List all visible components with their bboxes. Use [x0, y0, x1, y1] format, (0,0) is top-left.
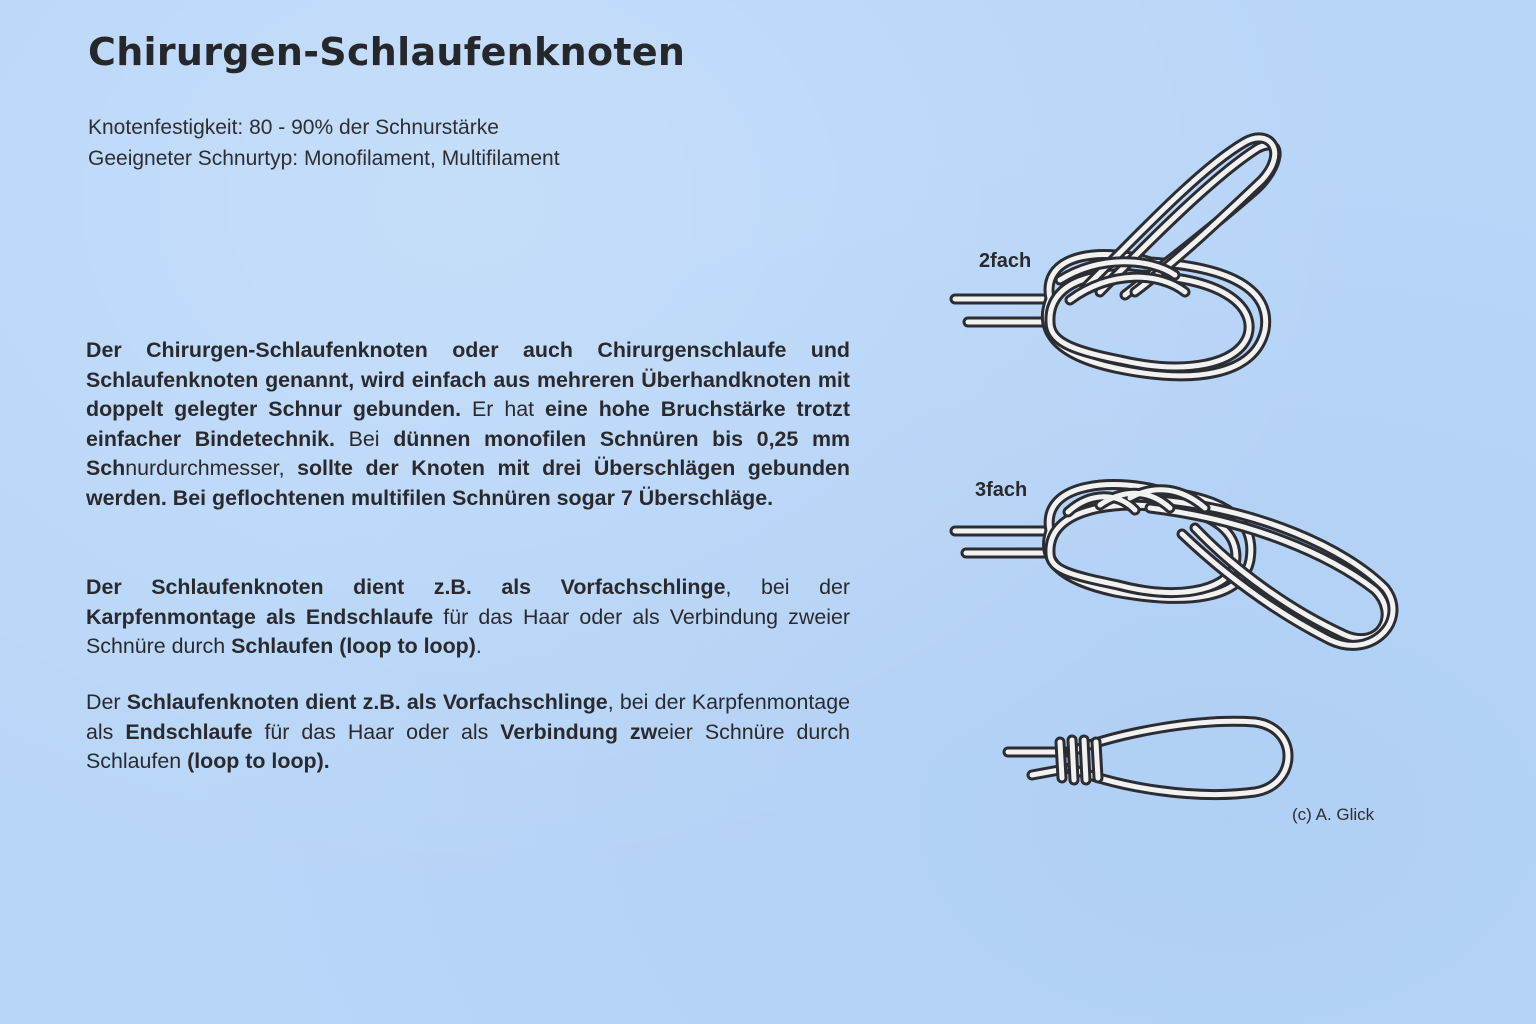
p1-bold-4: sollte der Knoten mit drei Überschlägen gebunden werden. Bei geflochtenen multifilen Schnüren sogar 7 Überschläge. — [86, 456, 850, 510]
page-title: Chirurgen-Schlaufenknoten — [88, 30, 686, 74]
knot-strength-text: Knotenfestigkeit: 80 - 90% der Schnurstärke — [88, 116, 499, 139]
p3-bold-1: Schlaufenknoten dient z.B. als Vorfachschlinge — [126, 690, 608, 714]
specs-block — [88, 112, 560, 174]
p1-normal-3: nurdurchmesser, — [125, 456, 298, 480]
copyright-credit: (c) A. Glick — [1292, 805, 1375, 824]
p1-bold-3: dünnen monofilen Schnüren bis 0,25 mm Sch — [86, 426, 850, 480]
label-3fach: 3fach — [975, 479, 1028, 501]
p2-normal-2: für das Haar oder als Verbindung zweier Schnüre durch — [86, 604, 850, 658]
p2-bold-3: Schlaufen (loop to loop) — [231, 634, 476, 658]
p1-bold-2: eine hohe Bruchstärke trotzt einfacher Bindetechnik. — [86, 397, 850, 451]
p3-bold-4: (loop to loop). — [187, 749, 330, 773]
p3-normal-3: für das Haar oder als — [252, 719, 501, 744]
description-paragraph-1 — [86, 336, 850, 513]
p1-bold-1: Der Chirurgen-Schlaufenknoten oder auch Chirurgenschlaufe und Schlaufenknoten genannt, wird einfach aus mehreren Überhandknoten mit doppelt gelegter Schnur gebunden. — [86, 338, 850, 421]
p3-bold-3: Verbindung zw — [500, 719, 658, 744]
knot-3fach-icon — [955, 485, 1393, 646]
p2-bold-2: Karpfenmontage als Endschlaufe — [86, 604, 434, 629]
p3-normal-4: eier Schnüre durch Schlaufen — [86, 719, 850, 773]
description-paragraph-2 — [86, 573, 850, 662]
line-type-text: Geeigneter Schnurtyp: Monofilament, Multifilament — [88, 147, 560, 170]
p2-normal-3: . — [475, 634, 482, 658]
finished-loop-icon — [1008, 721, 1288, 794]
label-2fach: 2fach — [979, 250, 1032, 272]
p2-normal-1: , bei der — [725, 575, 850, 599]
p3-bold-2: Endschlaufe — [125, 719, 253, 744]
p1-normal-2: Bei — [335, 426, 394, 451]
p3-normal-2: , bei der Karpfenmontage als — [86, 690, 850, 744]
description-paragraph-3 — [86, 688, 850, 777]
p2-bold-1: Der Schlaufenknoten dient z.B. als Vorfachschlinge — [86, 575, 726, 599]
p3-normal-1: Der — [86, 690, 127, 714]
p1-normal-1: Er hat — [461, 397, 545, 421]
